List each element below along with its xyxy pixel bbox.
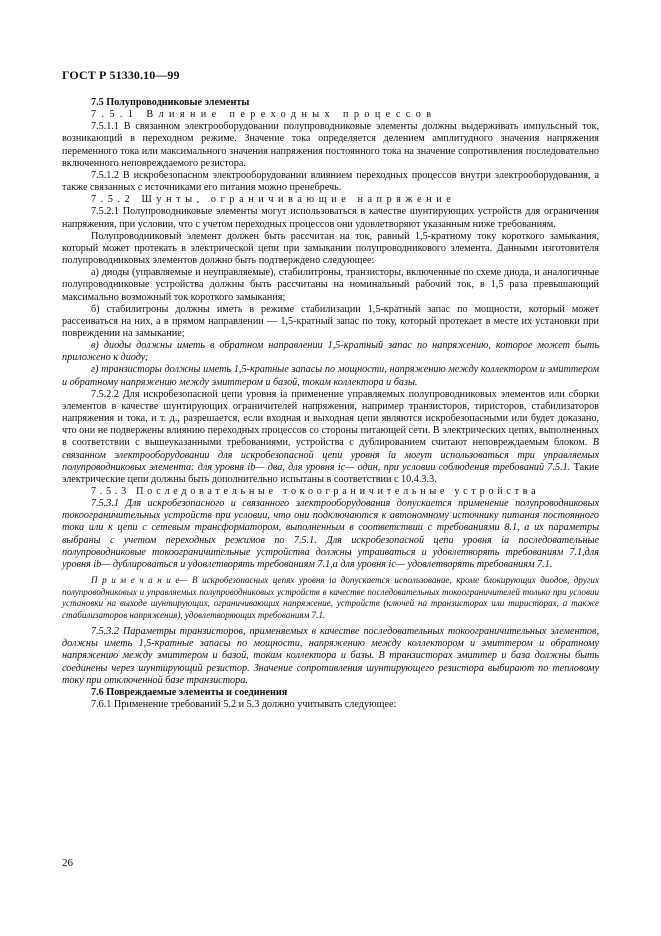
paragraph-7-5-1-2: 7.5.1.2 В искробезопасном электрооборудовании влиянием переходных процессов внутри электрооборудования, а также связанных с источниками его питания можно пренебречь. — [62, 169, 599, 194]
section-heading-7-5: 7.5 Полупроводниковые элементы — [91, 97, 250, 108]
paragraph-7-5-2-1: 7.5.2.1 Полупроводниковые элементы могут использоваться в качестве шунтирующих устройств для ограничения напряжения, при условии, что с учетом переходных процессов они удовлетворяют указанным ниже требованиям. — [62, 206, 599, 230]
paragraph-7-5-2-2-main: 7.5.2.2 Для искробезопасной цепи уровня ia применение управляемых полупроводниковых элементов или сборки элементов в качестве шунтирующих ограничителей напряжения, например транзисторов, тиристоров, стабилизаторов напряжения и тока, и т. д., разрешается, если входная и выходная цепи являются искробезопасными или будет доказано, что они не подвержены влиянию переходных процессов со стороны питающей сети. В электрических цепях, выполненных в соответствии с вышеуказанными требованиями, устройства с дублированием считают неповреждаемым блоком. — [62, 388, 599, 449]
paragraph-7-5-3-2: 7.5.3.2 Параметры транзисторов, применяемых в качестве последовательных токоограничительных элементов, должны иметь 1,5-кратные запасы по мощности, напряжению между коллектором и эмиттером и обратному напряжению между эмиттером и базой, токам коллектора и базы. В транзисторах эмиттер и база должны быть соединены через шунтирующий резистор. Значение сопротивления шунтирующего резистора выбирают по тепловому току при отключенной базе транзистора. — [62, 626, 599, 686]
paragraph-7-6-1: 7.6.1 Применение требований 5.2 и 5.3 должно учитывать следующее: — [91, 699, 397, 711]
document-header: ГОСТ Р 51330.10—99 — [62, 68, 180, 82]
note-paragraph — [62, 575, 599, 621]
note-label: П р и м е ч а н и е — [91, 575, 180, 586]
list-item-a: а) диоды (управляемые и неуправляемые), стабилитроны, транзисторы, включенные по схеме диода, и аналогичные полупроводниковые устройства должны быть рассчитаны на номинальный рабочий ток, в 1,5 раза превышающий максимально возможный ток короткого замыкания; — [62, 267, 599, 303]
paragraph-7-5-2-2 — [62, 389, 599, 486]
document-body — [62, 97, 599, 711]
paragraph-7-5-2-2-tail: Такие электрические цепи должны быть дополнительно испытаны в соответствии с 10.4.3.3. — [62, 461, 600, 485]
list-item-g: г) транзисторы должны иметь 1,5-кратные запасы по мощности, напряжению между коллектором и эмиттером и обратному напряжению между эмиттером и базой, токам коллектора и базы. — [62, 364, 599, 388]
note-text: — В искробезопасных цепях уровня ia допускается использование, кроме блокирующих диодов, других полупроводниковых и управляемых полупроводниковых устройств в качестве последовательных токоограничителей только при условии установки на выходе шунтирующих, ограничивающих напряжение, устройств (ключей на транзисторах или тиристорах, а также стабилизаторов напряжения), удовлетворяющих требованиям 7.1. — [62, 575, 599, 620]
subsection-heading-7-5-2: 7.5.2 Шунты, ограничивающие напряжение — [91, 194, 456, 206]
page-number: 26 — [62, 857, 73, 869]
subsection-heading-7-5-1: 7.5.1 Влияние переходных процессов — [91, 109, 437, 121]
paragraph-7-5-2-2-italic: В связанном электрооборудовании для искробезопасной цепи уровня ia могут использоваться три управляемых полупроводниковых элемента: для уровня ib— два, для уровня ic— один, при условии соблюдения требований 7.5.1. — [62, 437, 599, 473]
list-item-v: в) диоды должны иметь в обратном направлении 1,5-кратный запас по напряжению, которое может быть приложено к диоду; — [62, 340, 599, 364]
section-heading-7-6: 7.6 Повреждаемые элементы и соединения — [91, 686, 288, 698]
paragraph-7-5-1-1: 7.5.1.1 В связанном электрооборудовании полупроводниковые элементы должны выдерживать импульсный ток, возникающий в переходном режиме. Значение тока определяется делением амплитудного значения напряжения переменного тока или максимального значения напряжения постоянного тока на значение сопротивления последовательно включенного неповреждаемого резистора. — [62, 121, 599, 169]
paragraph-7-5-3-1: 7.5.3.1 Для искробезопасного и связанного электрооборудования допускается применение полупроводниковых токоограничительных устройств при условии, что они подключаются к автономному источнику питания постоянного тока или к цепи с сетевым трансформатором, выполненным в соответствии с требованиями 8.1, а их параметры выбраны с учетом переходных режимов по 7.5.1. Для искробезопасной цепи уровня ia последовательные полупроводниковые токоограничительные устройства должны утраиваться и удовлетворять требованиям 7.1,для уровня ib— дублироваться и удовлетворять требованиям 7.1,а для уровня ic— удовлетворять требованиям 7.1. — [62, 498, 599, 570]
paragraph-semiconductor-rating: Полупроводниковый элемент должен быть рассчитан на ток, равный 1,5-кратному току короткого замыкания, который может протекать в электрической цепи при замыкании полупроводникового элемента. Данными изготовителя полупроводниковых элементов должно быть подтверждено следующее: — [62, 230, 599, 267]
list-item-b: б) стабилитроны должны иметь в режиме стабилизации 1,5-кратный запас по мощности, который может рассеиваться на них, а в прямом направлении — 1,5-кратный запас по току, который протекает в месте их установки при повреждении на замыкание; — [62, 303, 599, 339]
subsection-heading-7-5-3: 7.5.3 Последовательные токоограничительные устройства — [91, 486, 540, 497]
